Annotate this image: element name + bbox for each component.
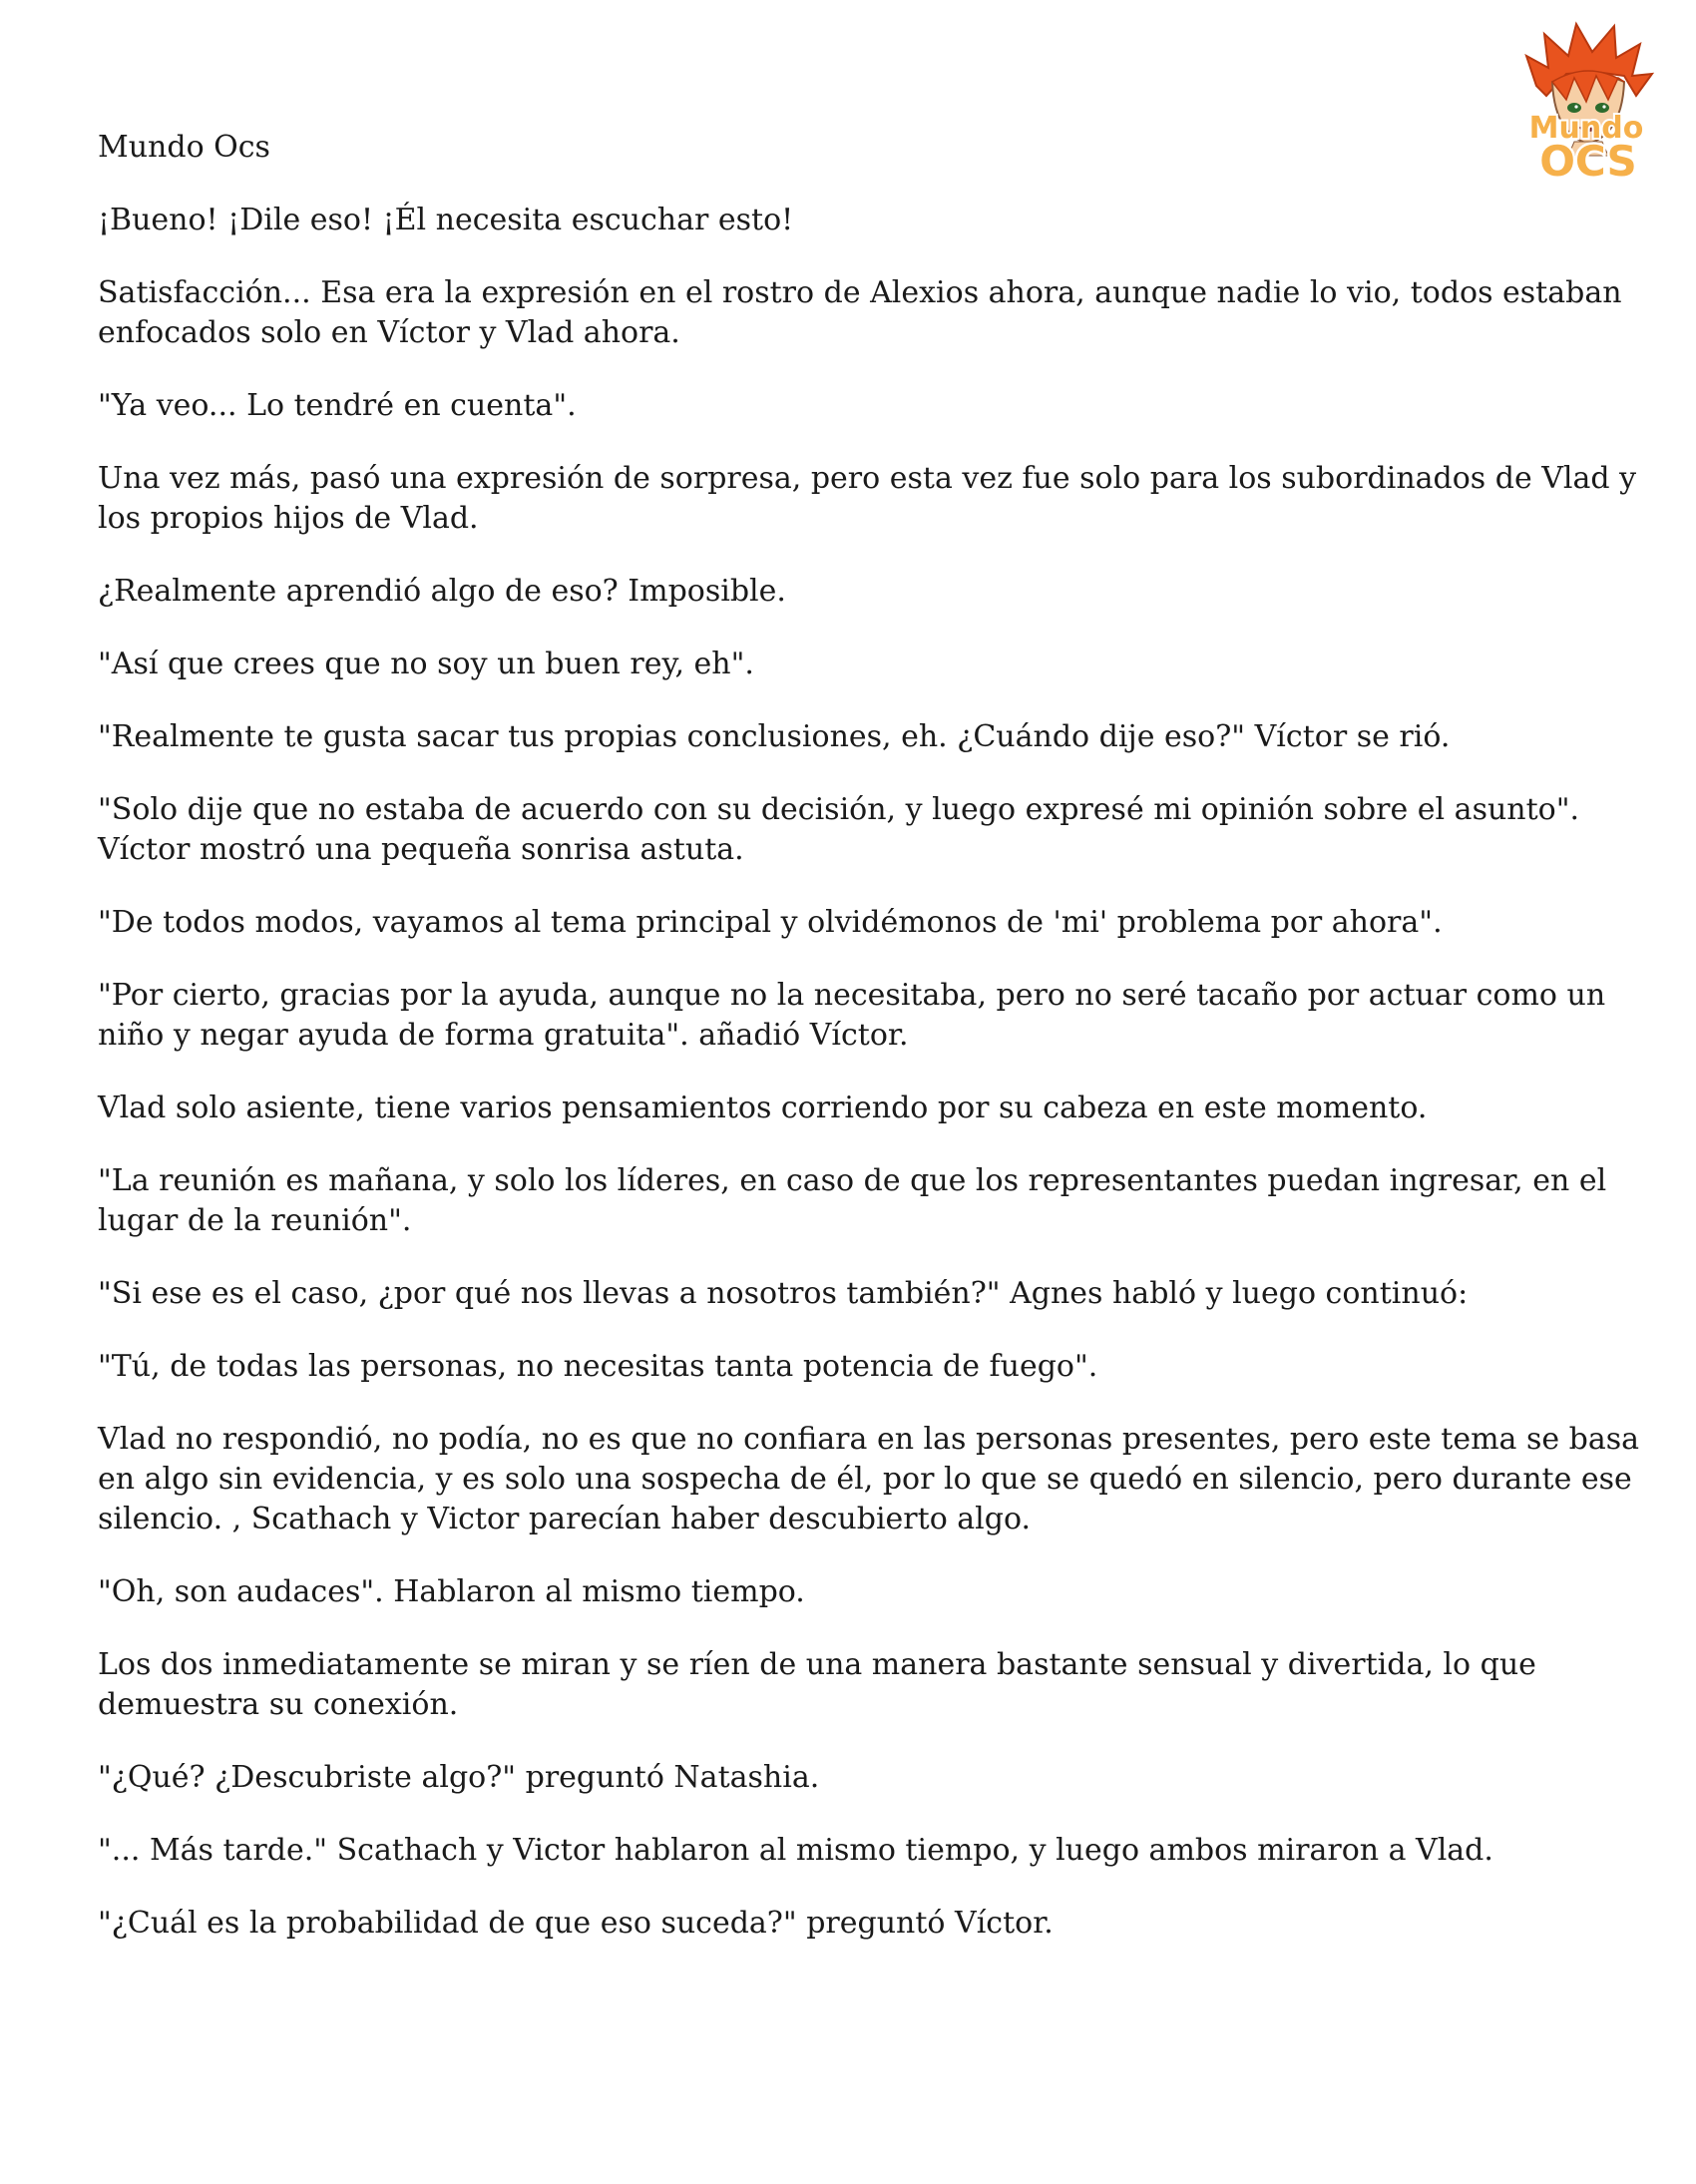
svg-text:Mundo: Mundo: [1528, 111, 1644, 146]
paragraph: Una vez más, pasó una expresión de sorpresa, pero esta vez fue solo para los subordinados de Vlad y los propios hijos de Vlad.: [98, 461, 1637, 536]
document-header: Mundo Ocs: [98, 130, 270, 165]
paragraph: "¿Qué? ¿Descubriste algo?" preguntó Natashia.: [98, 1760, 820, 1795]
paragraph: "Por cierto, gracias por la ayuda, aunque no la necesitaba, pero no seré tacaño por actuar como un niño y negar ayuda de forma gratuita". añadió Víctor.: [98, 978, 1606, 1053]
paragraph: "De todos modos, vayamos al tema principal y olvidémonos de 'mi' problema por ahora".: [98, 905, 1443, 940]
paragraph: "Realmente te gusta sacar tus propias conclusiones, eh. ¿Cuándo dije eso?" Víctor se rió.: [98, 719, 1451, 754]
paragraph: "La reunión es mañana, y solo los líderes, en caso de que los representantes puedan ingresar, en el lugar de la reunión".: [98, 1163, 1607, 1238]
paragraph: Satisfacción... Esa era la expresión en el rostro de Alexios ahora, aunque nadie lo vio, todos estaban enfocados solo en Víctor y Vlad ahora.: [98, 275, 1622, 350]
svg-text:OCS: OCS: [1539, 137, 1637, 186]
paragraph: ¡Bueno! ¡Dile eso! ¡Él necesita escuchar esto!: [98, 203, 794, 237]
paragraph: Los dos inmediatamente se miran y se ríen de una manera bastante sensual y divertida, lo que demuestra su conexión.: [98, 1647, 1536, 1722]
paragraph: "¿Cuál es la probabilidad de que eso suceda?" preguntó Víctor.: [98, 1906, 1054, 1941]
paragraph: ¿Realmente aprendió algo de eso? Imposible.: [98, 574, 786, 609]
paragraph: Vlad solo asiente, tiene varios pensamientos corriendo por su cabeza en este momento.: [98, 1091, 1428, 1125]
paragraph: "Tú, de todas las personas, no necesitas tanta potencia de fuego".: [98, 1349, 1098, 1384]
document-body: [98, 128, 1654, 1976]
paragraph: "Si ese es el caso, ¿por qué nos llevas a nosotros también?" Agnes habló y luego continuó:: [98, 1276, 1469, 1311]
paragraph: "Solo dije que no estaba de acuerdo con su decisión, y luego expresé mi opinión sobre el asunto". Víctor mostró una pequeña sonrisa astuta.: [98, 792, 1580, 867]
paragraph: "Ya veo... Lo tendré en cuenta".: [98, 388, 577, 423]
paragraph: Vlad no respondió, no podía, no es que no confiara en las personas presentes, pero este tema se basa en algo sin evidencia, y es solo una sospecha de él, por lo que se quedó en silencio, pero durante ese silencio. , Scathach y Victor parecían haber descubierto algo.: [98, 1422, 1640, 1536]
paragraph: "Así que crees que no soy un buen rey, eh".: [98, 647, 754, 681]
paragraph: "... Más tarde." Scathach y Victor hablaron al mismo tiempo, y luego ambos miraron a Vlad.: [98, 1833, 1493, 1868]
paragraph: "Oh, son audaces". Hablaron al mismo tiempo.: [98, 1574, 805, 1609]
